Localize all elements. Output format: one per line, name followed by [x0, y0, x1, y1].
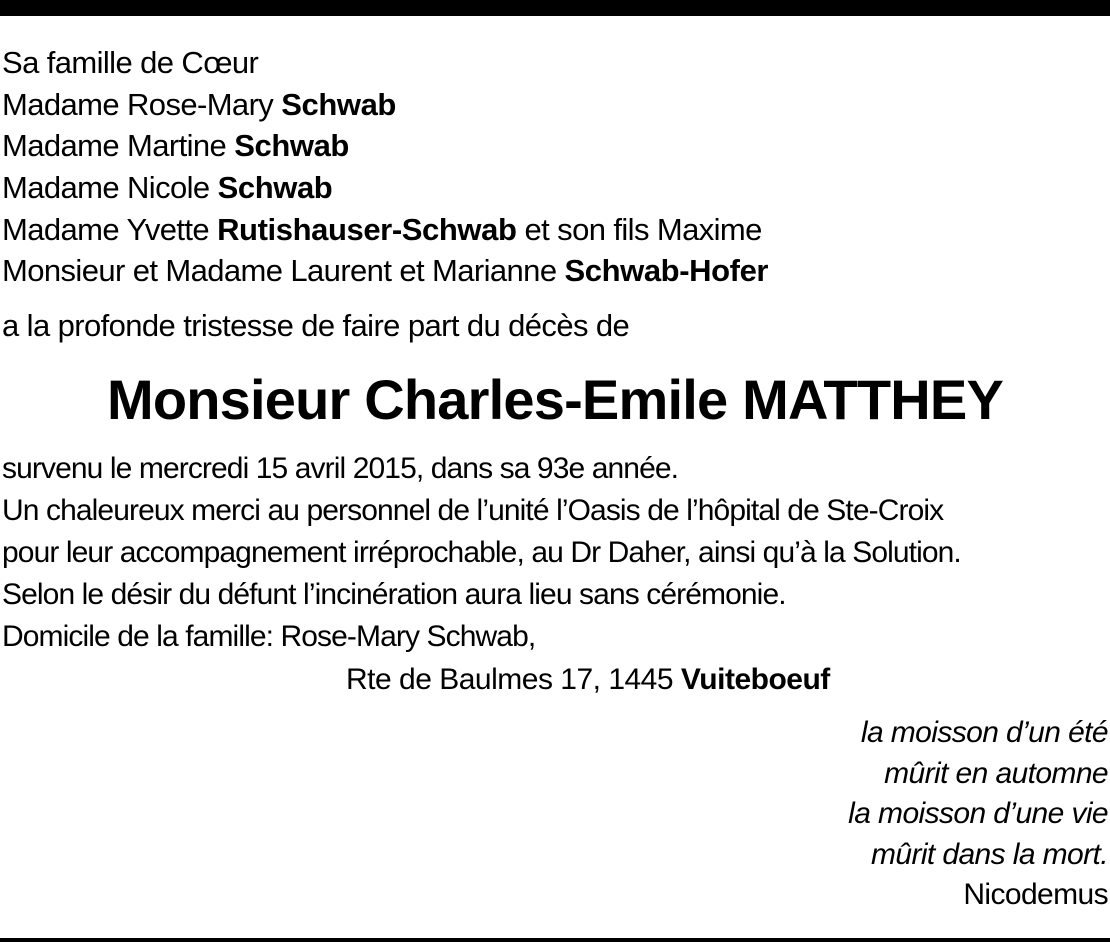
family-member-line — [2, 126, 349, 166]
member-prefix: Madame Nicole — [2, 170, 218, 205]
family-member-line — [2, 210, 762, 250]
top-border-rule — [0, 0, 1110, 16]
details-line: Selon le désir du défunt l’incinération aura lieu sans cérémonie. — [2, 578, 786, 611]
poem-line: la moisson d’une vie — [848, 797, 1108, 830]
family-member-line — [2, 251, 768, 291]
details-line: Un chaleureux merci au personnel de l’unité l’Oasis de l’hôpital de Ste-Croix — [2, 494, 944, 527]
family-address — [346, 660, 830, 700]
details-line: Domicile de la famille: Rose-Mary Schwab, — [2, 620, 536, 653]
poem-author: Nicodemus — [963, 878, 1108, 911]
bottom-border-rule — [0, 938, 1110, 942]
member-prefix: Madame Martine — [2, 128, 235, 163]
poem-line: mûrit en automne — [884, 756, 1108, 790]
family-member-line — [2, 168, 332, 208]
address-street: Rte de Baulmes 17, 1445 — [346, 663, 681, 696]
member-suffix: et son fils Maxime — [516, 212, 762, 247]
details-line: survenu le mercredi 15 avril 2015, dans sa 93e année. — [2, 452, 679, 485]
member-surname: Schwab-Hofer — [564, 253, 769, 288]
poem-quote — [848, 713, 1108, 916]
family-member-line — [2, 85, 396, 125]
member-surname: Schwab — [281, 87, 396, 122]
poem-line: la moisson d’un été — [860, 716, 1108, 749]
member-surname: Rutishauser-Schwab — [217, 212, 517, 247]
member-prefix: Madame Rose-Mary — [2, 87, 282, 122]
poem-line: mûrit dans la mort. — [870, 837, 1108, 871]
deceased-name: Monsieur Charles-Emile MATTHEY — [106, 368, 1003, 431]
details-line: pour leur accompagnement irréprochable, au Dr Daher, ainsi qu’à la Solution. — [2, 536, 961, 569]
member-surname: Schwab — [234, 128, 349, 163]
announcement-text: a la profonde tristesse de faire part du décès de — [2, 308, 630, 343]
member-prefix: Madame Yvette — [2, 212, 218, 247]
member-prefix: Monsieur et Madame Laurent et Marianne — [2, 253, 565, 288]
member-surname: Schwab — [217, 170, 333, 205]
address-town: Vuiteboeuf — [680, 663, 830, 696]
family-heading: Sa famille de Cœur — [2, 45, 259, 80]
